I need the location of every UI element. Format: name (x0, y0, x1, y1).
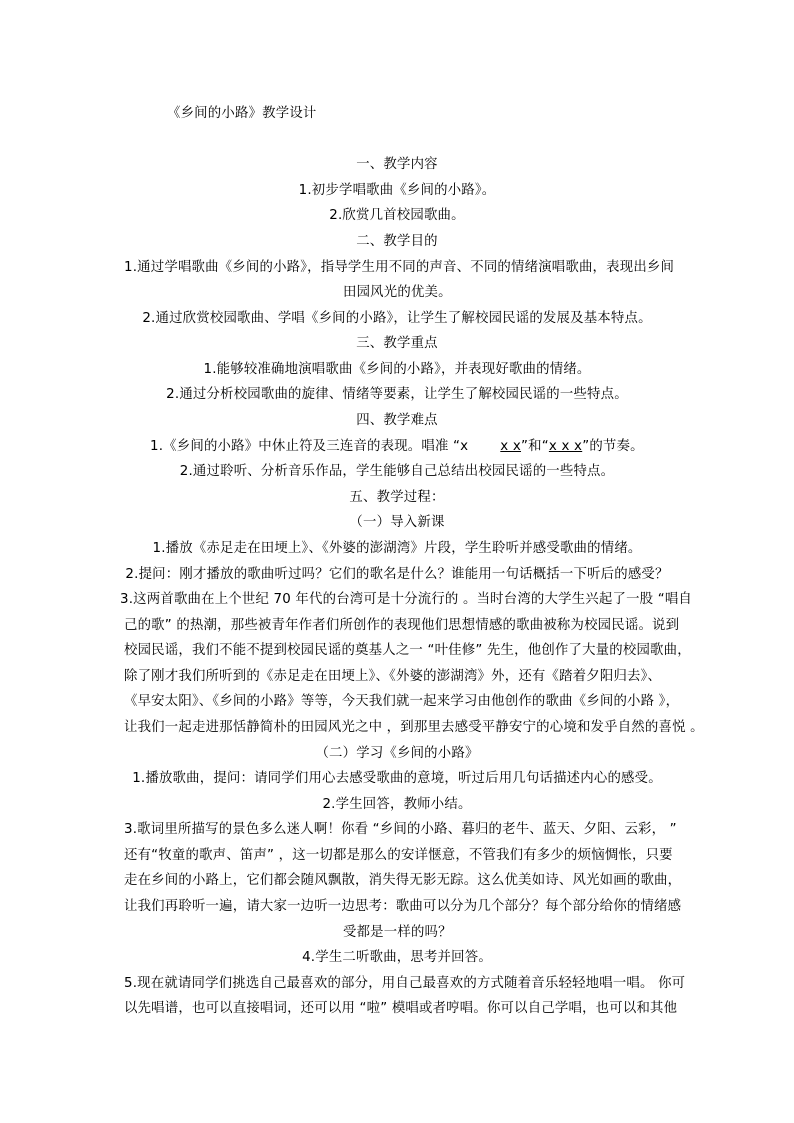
s5-a-item-3-line-3: 校园民谣，我们不能不提到校园民谣的奠基人之一 “叶佳修” 先生，他创作了大量的校园歌曲， (124, 643, 691, 658)
s5-subheading-1: （一）导入新课 (349, 515, 445, 530)
s5-a-item-2: 2.提问：刚才播放的歌曲听过吗？它们的歌名是什么？谁能用一句话概括一下听后的感受？ (125, 567, 669, 582)
s2-item-2: 2.通过欣赏校园歌曲、学唱《乡间的小路》，让学生了解校园民谣的发展及基本特点。 (142, 311, 652, 326)
section-2-heading: 二、教学目的 (356, 234, 438, 249)
s4-item-1-text-a: 1.《乡间的小路》中休止符及三连音的表现。唱准 “x (150, 439, 469, 454)
s5-a-item-1: 1.播放《赤足走在田埂上》、《外婆的澎湖湾》片段，学生聆听并感受歌曲的情绪。 (152, 541, 642, 556)
s4-item-1 (150, 438, 644, 456)
s1-item-1: 1.初步学唱歌曲《乡间的小路》。 (298, 183, 496, 198)
s5-a-item-3-line-4: 除了刚才我们所听到的《赤足走在田埂上》、《外婆的澎湖湾》外，还有《踏着夕阳归去》、 (124, 669, 662, 684)
s5-b-item-4: 4.学生二听歌曲，思考并回答。 (302, 950, 492, 965)
section-3-heading: 三、教学重点 (356, 336, 438, 351)
section-4-heading: 四、教学难点 (356, 413, 438, 428)
s2-item-1-line-2: 田园风光的优美。 (343, 285, 452, 300)
s5-b-item-5-line-1: 5.现在就请同学们挑选自己最喜欢的部分，用自己最喜欢的方式随着音乐轻轻地唱一唱。 你可 (124, 976, 686, 991)
document-title: 《乡间的小路》教学设计 (167, 106, 317, 121)
s5-a-item-3-line-6: 让我们一起走进那恬静简朴的田园风光之中 ，到那里去感受平静安宁的心境和发乎自然的喜悦 。 (124, 720, 704, 735)
s3-item-2: 2.通过分析校园歌曲的旋律、情绪等要素，让学生了解校园民谣的一些特点。 (166, 387, 628, 402)
rhythm-pattern-2: x x x (548, 439, 583, 454)
rhythm-pattern-1: x x (500, 439, 522, 454)
s5-b-item-3-line-1: 3.歌词里所描写的景色多么迷人啊！你看 “乡间的小路、暮归的老牛、蓝天、夕阳、云彩， ” (124, 822, 677, 837)
section-5-heading: 五、教学过程： (349, 490, 445, 505)
s5-b-item-3-line-4: 让我们再聆听一遍，请大家一边听一边思考：歌曲可以分为几个部分？每个部分给你的情绪感 (124, 899, 682, 914)
s5-b-item-3-line-5: 受都是一样的吗？ (343, 925, 452, 940)
s4-item-1-text-e: ”的节奏。 (582, 439, 644, 454)
s4-item-1-text-c: ”和“ (521, 439, 549, 454)
s5-subheading-2: （二）学习《乡间的小路》 (315, 746, 479, 761)
s5-b-item-5-line-2: 以先唱谱，也可以直接唱词，还可以用 “啦” 模唱或者哼唱。你可以自己学唱，也可以和其他 (124, 1001, 678, 1016)
s3-item-1: 1.能够较准确地演唱歌曲《乡间的小路》，并表现好歌曲的情绪。 (203, 362, 591, 377)
s5-a-item-3-line-1: 3.这两首歌曲在上个世纪 70 年代的台湾可是十分流行的 。当时台湾的大学生兴起了一股 “唱自 (120, 592, 693, 607)
s4-item-2: 2.通过聆听、分析音乐作品，学生能够自己总结出校园民谣的一些特点。 (179, 464, 615, 479)
s1-item-2: 2.欣赏几首校园歌曲。 (329, 208, 465, 223)
s5-b-item-1: 1.播放歌曲，提问：请同学们用心去感受歌曲的意境，听过后用几句话描述内心的感受。 (132, 771, 662, 786)
s5-a-item-3-line-5: 《早安太阳》、《乡间的小路》等等，今天我们就一起来学习由他创作的歌曲《乡间的小路 》， (124, 694, 680, 709)
s5-b-item-2: 2.学生回答，教师小结。 (322, 797, 472, 812)
s5-b-item-3-line-3: 走在乡间的小路上，它们都会随风飘散，消失得无影无踪。这么优美如诗、风光如画的歌曲， (124, 873, 682, 888)
s5-a-item-3-line-2: 己的歌” 的热潮，那些被青年作者们所创作的表现他们思想情感的歌曲被称为校园民谣。说到 (124, 618, 680, 633)
s5-b-item-3-line-2: 还有“牧童的歌声、笛声” ，这一切都是那么的安详惬意，不管我们有多少的烦恼惆怅，只要 (124, 848, 673, 863)
s2-item-1-line-1: 1.通过学唱歌曲《乡间的小路》，指导学生用不同的声音、不同的情绪演唱歌曲，表现出乡间 (124, 260, 675, 275)
section-1-heading: 一、教学内容 (356, 157, 438, 172)
